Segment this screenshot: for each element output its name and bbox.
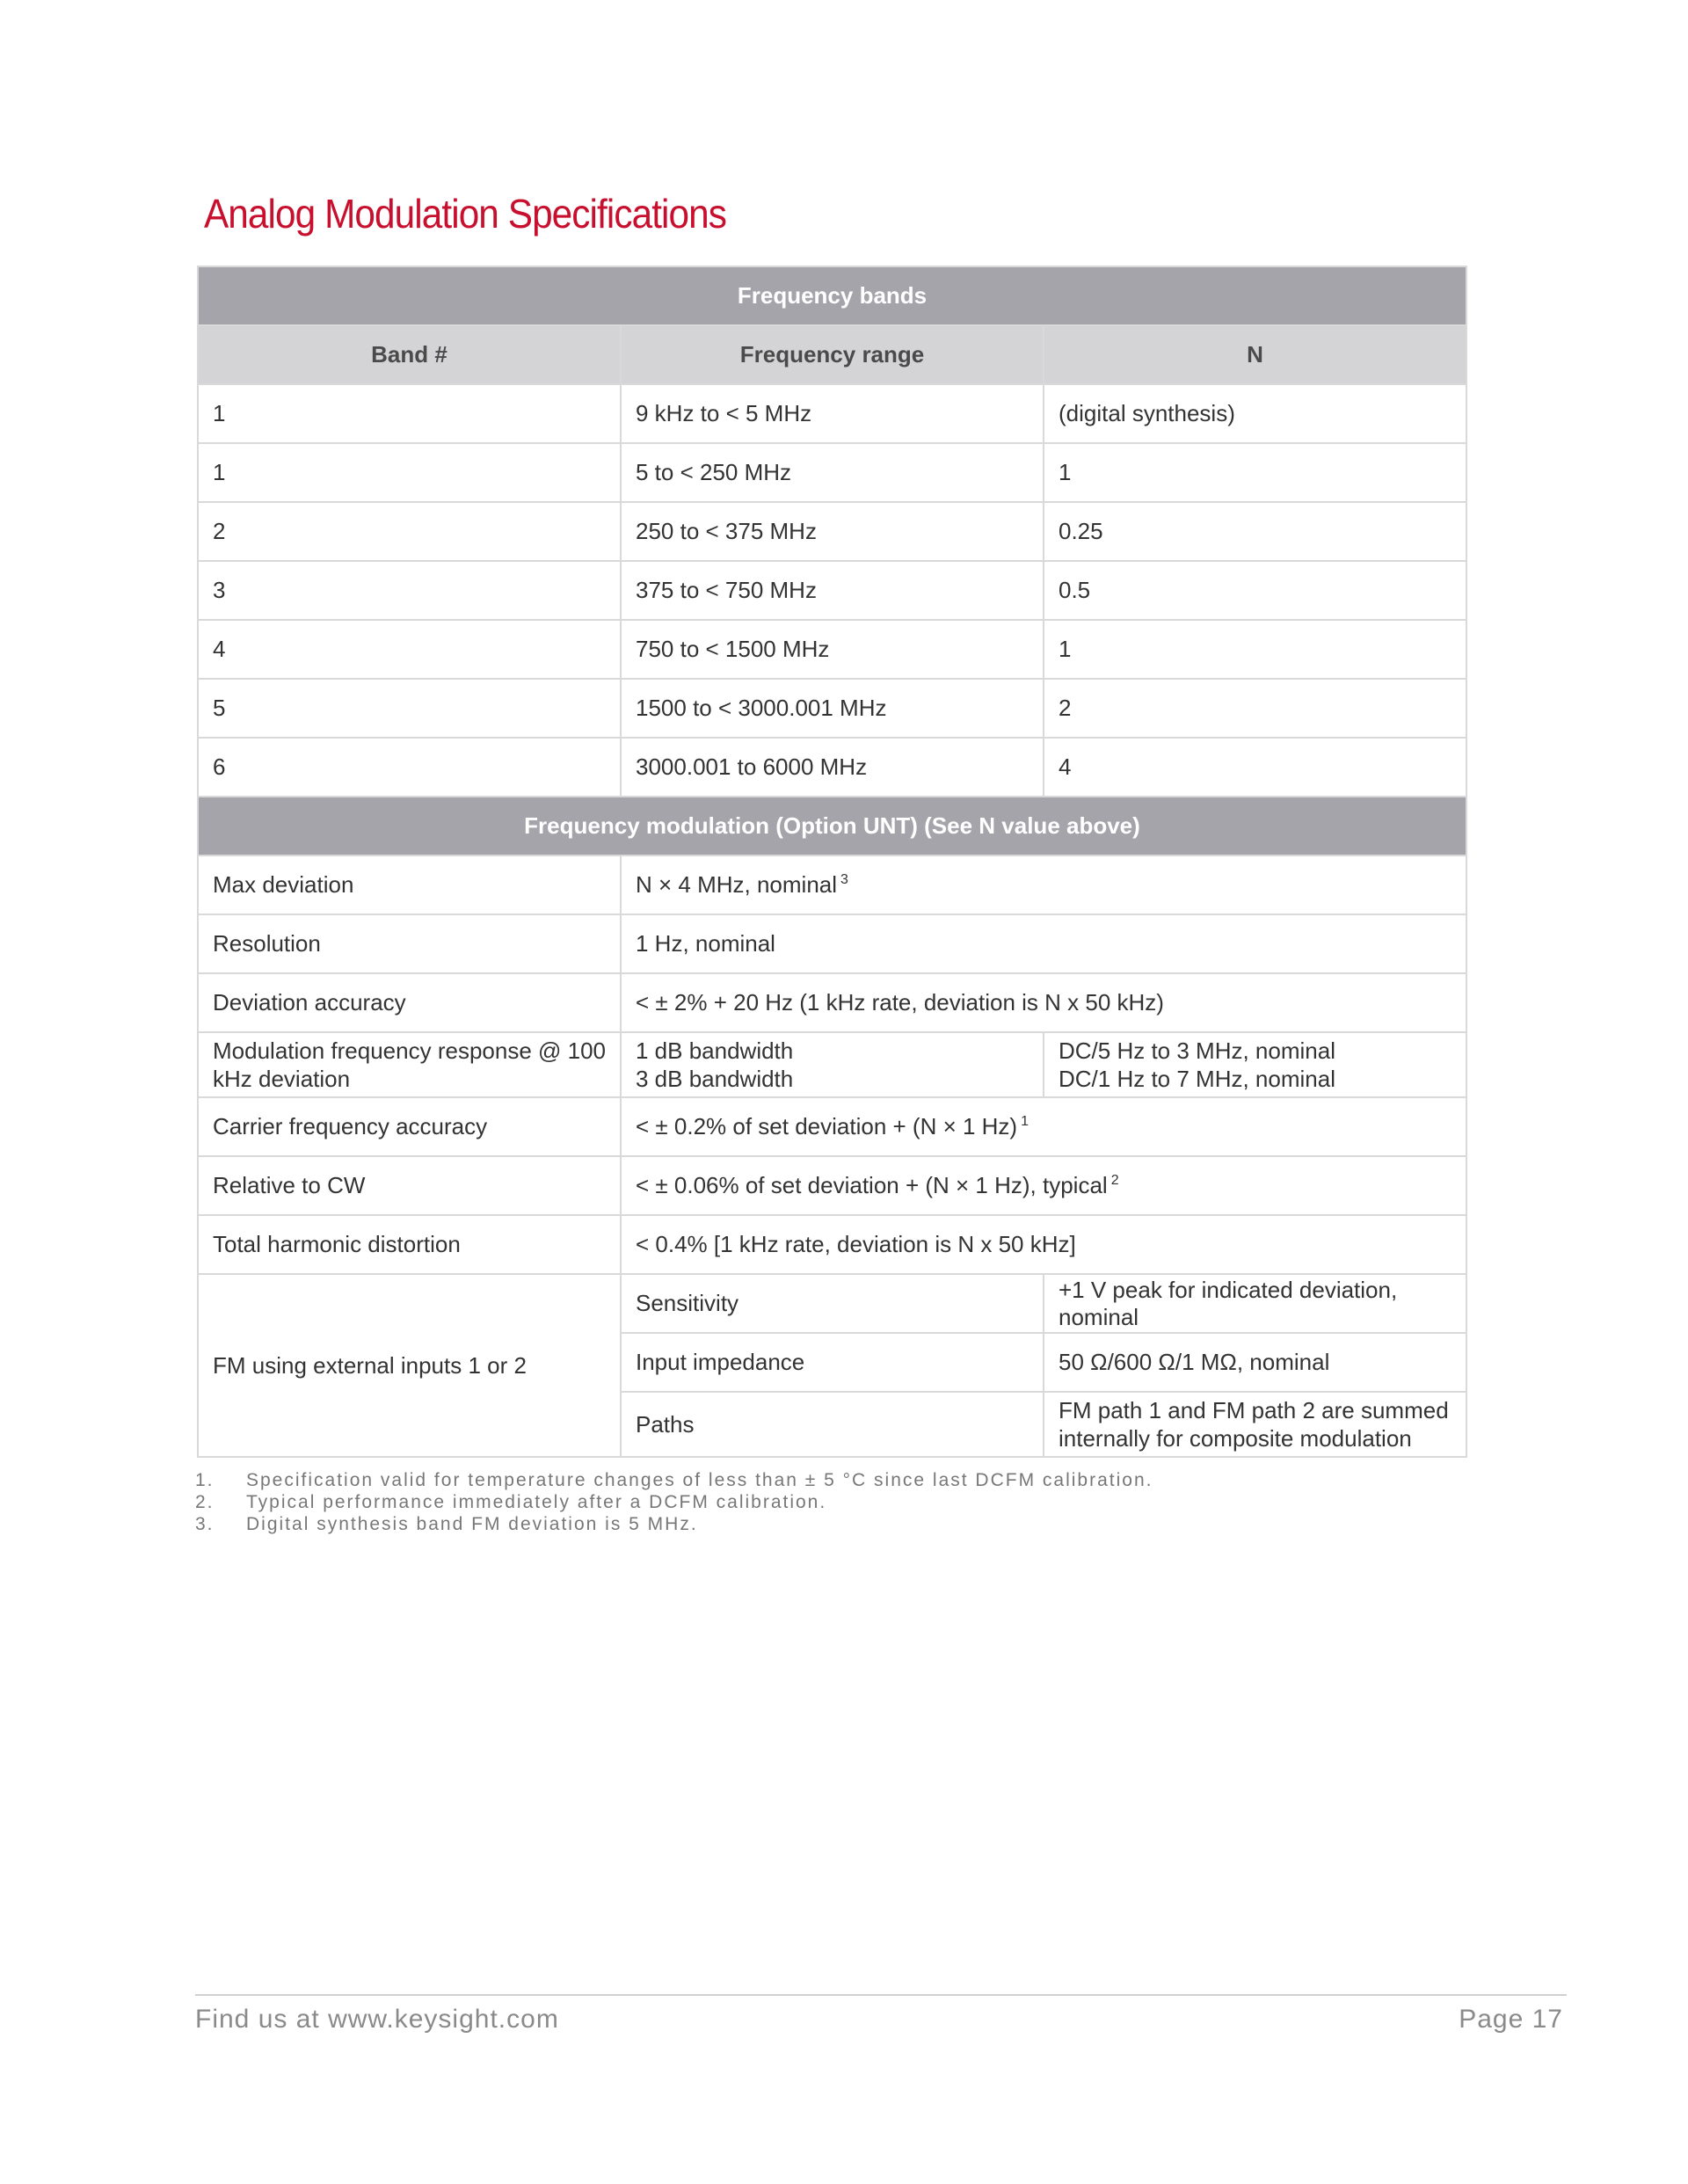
spec-row-carrier-accuracy — [198, 1097, 1466, 1156]
footnote-number: 1. — [195, 1470, 215, 1490]
band-number: 2 — [198, 502, 621, 561]
section-header-row — [198, 797, 1466, 855]
band-number: 4 — [198, 620, 621, 679]
footnote-ref: 1 — [1021, 1114, 1029, 1129]
spec-value: < 0.4% [1 kHz rate, deviation is N x 50 kHz] — [621, 1215, 1466, 1274]
band-row — [198, 384, 1466, 443]
footnote — [195, 1469, 1338, 1491]
band-number: 1 — [198, 384, 621, 443]
bandwidth-3db-label: 3 dB bandwidth — [636, 1066, 794, 1092]
band-n: (digital synthesis) — [1044, 384, 1466, 443]
band-range: 250 to < 375 MHz — [621, 502, 1044, 561]
band-range: 1500 to < 3000.001 MHz — [621, 679, 1044, 738]
spec-row-mod-freq-response — [198, 1032, 1466, 1097]
spec-row-max-deviation — [198, 855, 1466, 914]
band-n: 4 — [1044, 738, 1466, 797]
col-header-band: Band # — [198, 325, 621, 384]
footnote — [195, 1513, 1338, 1535]
band-number: 1 — [198, 443, 621, 502]
footnote — [195, 1491, 1338, 1513]
spec-label: Relative to CW — [198, 1156, 621, 1215]
spec-row-thd — [198, 1215, 1466, 1274]
band-row — [198, 502, 1466, 561]
spec-sublabel: Sensitivity — [621, 1274, 1044, 1333]
band-n: 0.25 — [1044, 502, 1466, 561]
spec-sublabel: Paths — [621, 1392, 1044, 1457]
bandwidth-1db-label: 1 dB bandwidth — [636, 1037, 794, 1064]
band-row — [198, 738, 1466, 797]
col-header-range: Frequency range — [621, 325, 1044, 384]
col-header-n: N — [1044, 325, 1466, 384]
spec-value: 50 Ω/600 Ω/1 MΩ, nominal — [1044, 1333, 1466, 1392]
band-range: 750 to < 1500 MHz — [621, 620, 1044, 679]
footnote-ref: 2 — [1110, 1173, 1119, 1188]
spec-row-resolution — [198, 914, 1466, 973]
section-frequency-bands: Frequency bands — [198, 266, 1466, 325]
footnotes — [195, 1469, 1338, 1535]
spec-row-ext-sensitivity — [198, 1274, 1466, 1333]
band-range: 9 kHz to < 5 MHz — [621, 384, 1044, 443]
band-row — [198, 443, 1466, 502]
spec-label: Modulation frequency response @ 100 kHz deviation — [198, 1032, 621, 1097]
band-n: 1 — [1044, 620, 1466, 679]
band-range: 5 to < 250 MHz — [621, 443, 1044, 502]
spec-table — [197, 266, 1467, 1458]
footnote-text: Digital synthesis band FM deviation is 5 MHz. — [246, 1514, 698, 1534]
footer-divider — [195, 1994, 1567, 1996]
footnote-text: Typical performance immediately after a DCFM calibration. — [246, 1492, 827, 1512]
spec-row-relative-to-cw — [198, 1156, 1466, 1215]
spec-sublabels — [621, 1032, 1044, 1097]
spec-value: N × 4 MHz, nominal $^3$ — [621, 855, 1466, 914]
spec-value: +1 V peak for indicated deviation, nominal — [1044, 1274, 1466, 1333]
spec-label: FM using external inputs 1 or 2 — [198, 1274, 621, 1457]
band-range: 375 to < 750 MHz — [621, 561, 1044, 620]
spec-value: < ± 0.2% of set deviation + (N × 1 Hz) $^1$ — [621, 1097, 1466, 1156]
band-range: 3000.001 to 6000 MHz — [621, 738, 1044, 797]
band-number: 6 — [198, 738, 621, 797]
spec-value: < ± 2% + 20 Hz (1 kHz rate, deviation is N x 50 kHz) — [621, 973, 1466, 1032]
spec-label: Max deviation — [198, 855, 621, 914]
spec-value: FM path 1 and FM path 2 are summed internally for composite modulation — [1044, 1392, 1466, 1457]
spec-values — [1044, 1032, 1466, 1097]
band-number: 3 — [198, 561, 621, 620]
footnote-ref: 3 — [840, 872, 848, 887]
band-n: 0.5 — [1044, 561, 1466, 620]
column-header-row — [198, 325, 1466, 384]
spec-value: 1 Hz, nominal — [621, 914, 1466, 973]
band-row — [198, 561, 1466, 620]
spec-label: Carrier frequency accuracy — [198, 1097, 621, 1156]
spec-sublabel: Input impedance — [621, 1333, 1044, 1392]
spec-label: Deviation accuracy — [198, 973, 621, 1032]
band-n: 2 — [1044, 679, 1466, 738]
spec-label: Resolution — [198, 914, 621, 973]
spec-value: < ± 0.06% of set deviation + (N × 1 Hz), typical $^2$ — [621, 1156, 1466, 1215]
spec-label: Total harmonic distortion — [198, 1215, 621, 1274]
spec-row-deviation-accuracy — [198, 973, 1466, 1032]
footnote-text: Specification valid for temperature changes of less than ± 5 °C since last DCFM calibration. — [246, 1470, 1153, 1490]
bandwidth-3db-value: DC/1 Hz to 7 MHz, nominal — [1059, 1066, 1335, 1092]
page-title: Analog Modulation Specifications — [204, 191, 727, 237]
band-row — [198, 679, 1466, 738]
footer-website[interactable]: Find us at www.keysight.com — [195, 2005, 559, 2034]
band-number: 5 — [198, 679, 621, 738]
footnote-number: 2. — [195, 1492, 215, 1512]
bandwidth-1db-value: DC/5 Hz to 3 MHz, nominal — [1059, 1037, 1335, 1064]
footnote-number: 3. — [195, 1514, 215, 1534]
section-header-row — [198, 266, 1466, 325]
band-n: 1 — [1044, 443, 1466, 502]
section-frequency-modulation: Frequency modulation (Option UNT) (See N value above) — [198, 797, 1466, 855]
band-row — [198, 620, 1466, 679]
page-number: Page 17 — [1459, 2005, 1563, 2034]
